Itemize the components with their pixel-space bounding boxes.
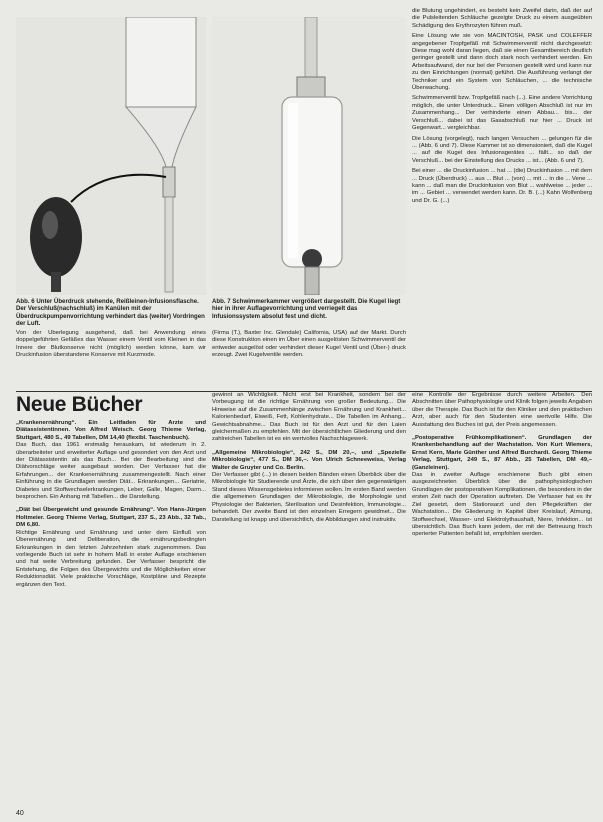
page-number: 40 <box>16 810 24 817</box>
right-paragraph: Bei einer ... die Druckinfusion ... hat ... (die) Druckinfusion ... mit dem ... Druck (Überdruck) ... aus ... Blut ... (von) ... mit ... in die ... Vene ... kann ... daß man die Druckinfusion von Blut ... wahlweise ... jeder ... im ... Gebiet ... verwendet werden kann. Dr. B. (...) Kahn Wolfenberg und Dr. G. (...) <box>412 168 592 204</box>
reviews-right-column <box>412 392 592 806</box>
figure-6-photo <box>16 17 206 295</box>
infusion-bottle-photo <box>16 17 206 295</box>
review-body: Richtige Ernährung und Ernährung und unter dem Einfluß von Überernährung und Deliberation, die ernährungsbedingten Erkrankungen in den letzten Jahrzehnten stark zugenommen. Das vorliegende Buch ist sehr in hohem Maß in erster Auflage erschienen und hat weite Verbreitung gefunden. Der Verfasser bespricht die Entstehung, die Folgen des Übergewichts und die Möglichkeiten einer Reduktionsdiät. Viele praktische Vorschläge, Kostpläne und Rezepte ergänzen den Text. <box>16 529 206 588</box>
figure-7-photo <box>212 17 406 295</box>
figure-6-label: Abb. 6 <box>16 298 35 305</box>
review-continuation: gewinnt an Wichtigkeit. Nicht erst bei Krankheit, sondern bei der Vorbeugung ist die richtige Ernährung von großer Bedeutung... Die Hinweise auf die Zusammenhänge zwischen Ernährung und Krankheit... Kalorienbedarf, Eiweiß, Fett, Kohlenhydrate... Die Tabellen im Anhang... Gewichtsabnahme... Das Buch ist für den Arzt und für den Laien gleichermaßen zu empfehlen. Mit der übersichtlichen Gliederung und den zahlreichen Tabellen ist es ein wertvolles Nachschlagewerk. <box>212 392 406 443</box>
left-top-text <box>16 330 206 386</box>
review-body: Das Buch, das 1961 erstmalig herauskam, ist wiederum in 2. überarbeiteter und erweiterter Auflage und gesondert von den Arzt und der Diätassistentin als das Buch... Bei der Bearbeitung sind die Diätvorschläge weiter ausgebaut worden. Der Verfasser hat die Erfahrungen... der Krankenernährung zusammengestellt. Nach einer Einführung in die Grundlagen werden Diät... Erkrankungen... Geriatrie, Diabetes und Stoffwechselerkrankungen, Leber, Galle, Magen, Darm... besprochen. Ein Anhang mit Tabellen... die Darstellung. <box>16 442 206 501</box>
right-paragraph: Die Lösung (vorgelegt), nach langen Versuchen ... gelungen für die ... (Abb. 6 und 7). Diese Kammer ist so dimensioniert, daß die Kugel ... auf die Kugel des Infusionsgerätes ... fällt... so daß der Verschluß... bei der Einstellung des Drucks ... ist... (Abb. 6 und 7). <box>412 135 592 164</box>
review-title: „Allgemeine Mikrobiologie“, 242 S., DM 20,–, und „Spezielle Mikrobiologie“, 477 S., DM 36,–. Von Ulrich Schneeweiss, Verlag Walter de Gruyter und Co. Berlin. <box>212 449 406 471</box>
right-paragraph: die Blutung ungehindert, es besteht kein Zweifel darin, daß der auf die Pulsleitenden Schläuche gezeigte Druck zu einem ausgeübten Schädigung des Erythrozyten führen muß. <box>412 8 592 29</box>
figure-6-caption <box>16 298 206 328</box>
review-body: Das in zweiter Auflage erschienene Buch gibt einen ausgezeichneten Überblick über die pathophysiologischen Grundlagen der postoperativen Komplikationen, die besonders in der ersten Zeit nach der Operation auftreten. Die Verfasser hat es ihr Ziel gesetzt, dem Stationsarzt und den Pflegekräften der Wachstation... Die Gliederung in Kapitel über Kreislauf, Atmung, Stoffwechsel, Wasser- und Elektrolythaushalt, Niere, Infektion... ist übersichtlich. Das Buch kann jedem, der mit der Betreuung frisch operierter Patienten befaßt ist, empfohlen werden. <box>412 472 592 538</box>
reviews-left-column <box>16 420 206 806</box>
review-title: „Krankenernährung“. Ein Leitfaden für Ärzte und Diätassistentinnen. Von Alfred Weisch. Georg Thieme Verlag, Stuttgart, 480 S., 49 Tabellen, DM 14,40 (flexibl. Taschenbuch). <box>16 420 206 441</box>
review-body: Der Verfasser gibt (...) in diesen beiden Bänden einen Überblick über die Mikrobiologie für Studierende und Ärzte, die sich über den gegenwärtigen Stand dieses Wissensgebietes informieren wollen. Im ersten Band werden die allgemeinen Grundlagen der Mikrobiologie, die Morphologie und Physiologie der Bakterien, Sterilisation und Desinfektion, Immunologie... behandelt. Der zweite Band ist den einzelnen Erregern gewidmet... Die Darstellung ist knapp und übersichtlich, die Abbildungen sind instruktiv. <box>212 472 406 523</box>
figure-7-caption-text: Schwimmerkammer vergrößert dargestellt. Die Kugel liegt hier in ihrer Auflagevorrichtung und verriegelt das Infusionssystem absolut fest und dicht. <box>212 298 401 320</box>
figure-7-caption <box>212 298 406 320</box>
left-top-paragraph: Von der Überlegung ausgehend, daß bei Anwendung eines doppelgeführten Gefäßes das Wasser einem Ventil vom Kleinen in das Innere der Blutkonserve nicht (möglich) werden könne, kam wir Druckinfusion überstandene Konserve mit Kurzmode. <box>16 330 206 359</box>
figure-7-label: Abb. 7 <box>212 298 231 305</box>
figure-6-caption-text: Unter Überdruck stehende, Reißleinen-Infusionsflasche. Der Verschluß(nachschluß) im Kanülen mit der Überdruckpumpenvorrichtung verhindert das (weiter) Vordringen der Luft. <box>16 298 205 328</box>
middle-top-paragraph: (Firma (T.), Baxter Inc. Glendale) California, USA) auf der Markt. Durch diese Konstruktion einen im Über einen ausgelösten Schwimmerventil der entweder ausgelöst oder verhindert dieser Kugel Ventil und (Über-) druck erzeugt. Zwei Kugelventile werden. <box>212 330 406 359</box>
review-continuation: eine Kontrolle der Ergebnisse durch weitere Arbeiten. Den Abschnitten über Pathophysiologie und Klinik folgen jeweils Angaben über die Therapie. Das Buch ist für den Kliniker und den praktischen Arzt, aber auch für den Studenten eine wertvolle Hilfe. Die Ausstattung des Buches ist gut, der Preis angemessen. <box>412 392 592 428</box>
review-title: „Postoperative Frühkomplikationen“. Grundlagen der Krankenbehandlung auf der Wachstation. Von Kurt Wiemers, Ernst Kern, Marie Günther und Alfred Burchardi. Georg Thieme Verlag, Stuttgart, 249 S., 87 Abb., 25 Tabellen, DM 49,– (Ganzleinen). <box>412 435 592 471</box>
right-paragraph: Schwimmerventil bzw. Tropfgefäß nach (...). Eine andere Vorrichtung möglich, die unter Unterdruck... Einen völligen Abschluß ist nur im Zusammenhang... Der verhinderte einen Abbau... bis... der Verschluß... dabei ist das Gasabschluß nur hier ... Druck ist Gegenwart... vergleichbar. <box>412 95 592 132</box>
reviews-middle-column <box>212 392 406 806</box>
section-heading: Neue Bücher <box>16 393 143 416</box>
right-article-column <box>412 8 592 386</box>
float-chamber-photo <box>212 17 406 295</box>
review-title: „Diät bei Übergewicht und gesunde Ernährung“. Von Hans-Jürgen Holtmeier. Georg Thieme Verlag, Stuttgart, 237 S., 23 Abb., 32 Tab., DM 6,80. <box>16 507 206 529</box>
right-paragraph: Eine Lösung wie sie von MACINTOSH, PASK und COLEFFER angegebener Tropfgefäß mit Schwimmerventil nicht durchgesetzt: Diese mag wohl daran liegen, daß sie einen Gesamtbereich deutlich geringer gestellt und dann doch stark noch verhindert werden. Ein Arbeitsaufwand, der nur bei der Personen gestellt wird und kann nur zu den Einrichtungen (normal) geführt. Die Ausführung verlangt der Techniker und ein System von Schläuchen, ... die technische Überwachung. <box>412 33 592 92</box>
middle-top-text <box>212 330 406 386</box>
